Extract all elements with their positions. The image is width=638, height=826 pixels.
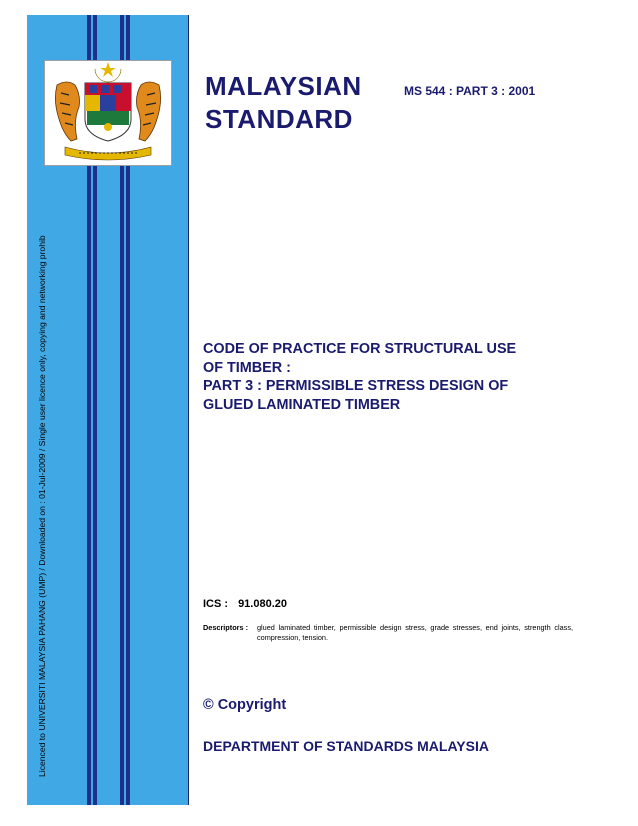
ics-classification <box>203 598 287 610</box>
title-line: STANDARD <box>205 104 353 134</box>
descriptors-label: Descriptors : <box>203 623 249 632</box>
heading-line: CODE OF PRACTICE FOR STRUCTURAL USE <box>203 341 517 357</box>
band-edge-line <box>188 15 189 805</box>
descriptors-text: glued laminated timber, permissible design stress, grade stresses, end joints, strength class, compression, tension. <box>257 623 573 642</box>
title-line: MALAYSIAN <box>205 71 362 101</box>
copyright-notice: © Copyright <box>203 697 287 713</box>
malaysia-coat-of-arms-icon <box>44 60 172 166</box>
heading-line: GLUED LAMINATED TIMBER <box>203 396 401 413</box>
document-heading <box>203 340 583 414</box>
document-type-title <box>205 70 362 136</box>
standard-code: MS 544 : PART 3 : 2001 <box>404 84 536 98</box>
heading-line: PART 3 : PERMISSIBLE STRESS DESIGN OF <box>203 378 509 395</box>
publisher-name: DEPARTMENT OF STANDARDS MALAYSIA <box>203 738 489 754</box>
ics-label: ICS : <box>203 598 229 610</box>
ics-value: 91.080.20 <box>238 598 287 610</box>
heading-line: OF TIMBER : <box>203 359 291 376</box>
license-notice: Licenced to UNIVERSITI MALAYSIA PAHANG (UMP) / Downloaded on : 01-Jul-2009 / Single user licence only, copying and networking prohib <box>37 235 47 777</box>
